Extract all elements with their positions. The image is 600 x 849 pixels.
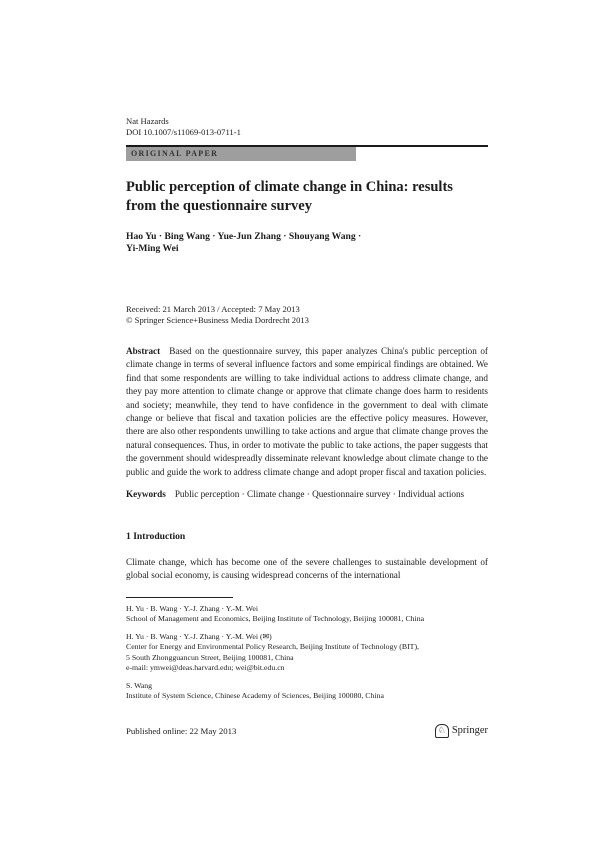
paper-title	[126, 178, 488, 216]
author-list-line-2: Yi-Ming Wei	[126, 243, 179, 254]
affiliation-note-1-authors: H. Yu · B. Wang · Y.-J. Zhang · Y.-M. Wei	[126, 603, 259, 613]
received-accepted-line: Received: 21 March 2013 / Accepted: 7 May 2013	[126, 304, 300, 314]
affiliation-note-1-address: School of Management and Economics, Beijing Institute of Technology, Beijing 100081, China	[126, 614, 425, 624]
keywords-text: Public perception · Climate change · Questionnaire survey · Individual actions	[174, 489, 465, 500]
paper-title-line-2: from the questionnaire survey	[126, 198, 312, 214]
abstract-label: Abstract	[126, 346, 161, 356]
affiliation-note-3-address: Institute of System Science, Chinese Academy of Sciences, Beijing 100080, China	[126, 691, 384, 701]
publisher-name: Springer	[451, 725, 488, 736]
abstract	[126, 345, 488, 479]
keywords-label: Keywords	[126, 489, 166, 500]
page-content	[126, 116, 488, 738]
publisher-mark	[435, 724, 488, 738]
abstract-text: Based on the questionnaire survey, this paper analyzes China's public perception of climate change in terms of several influence factors and some empirical findings are obtained. We find that some respondents are willing to take individual actions to address climate change, and they pay more attention to climate change or approve that climate change does harm to residents and society; meanwhile, they tend to have confidence in the government to deal with climate change or believe that fiscal and taxation policies are the effective policy measures. However, there are also other respondents unwilling to take actions and argue that climate change proves the natural consequences. Thus, in order to motivate the public to take actions, the paper suggests that the government should widespreadly disseminate relevant knowledge about climate change to the public and guide the work to address climate change and adopt proper fiscal and taxation policies.	[126, 346, 488, 477]
affiliation-note-3	[126, 681, 488, 701]
keywords	[126, 488, 488, 501]
published-online-line: Published online: 22 May 2013	[126, 725, 237, 736]
journal-name: Nat Hazards	[126, 116, 169, 126]
copyright-line: © Springer Science+Business Media Dordrecht 2013	[126, 315, 309, 325]
springer-logo-icon: ♘	[435, 724, 449, 738]
article-type-banner: ORIGINAL PAPER	[126, 147, 356, 161]
affiliation-note-3-authors: S. Wang	[126, 681, 153, 691]
affiliation-note-1	[126, 604, 488, 624]
journal-header	[126, 116, 488, 138]
affiliation-note-2-authors: H. Yu · B. Wang · Y.-J. Zhang · Y.-M. Wei (✉)	[126, 632, 272, 642]
affiliation-note-2	[126, 632, 488, 673]
introduction-paragraph: Climate change, which has become one of the severe challenges to sustainable development of global social economy, is causing widespread concerns of the international	[126, 557, 488, 581]
affiliation-note-2-address-1: Center for Energy and Environmental Policy Research, Beijing Institute of Technology (BIT),	[126, 642, 419, 652]
section-heading-introduction: 1 Introduction	[126, 531, 186, 543]
author-list-line-1: Hao Yu · Bing Wang · Yue-Jun Zhang · Shouyang Wang ·	[126, 231, 362, 242]
paper-title-line-1: Public perception of climate change in China: results	[126, 179, 453, 195]
author-list	[126, 231, 488, 255]
affiliation-note-2-email: e-mail: ymwei@deas.harvard.edu; wei@bit.edu.cn	[126, 662, 285, 672]
page-footer	[126, 724, 488, 738]
journal-doi: DOI 10.1007/s11069-013-0711-1	[126, 127, 241, 137]
footnotes	[126, 604, 488, 702]
footnote-rule	[126, 597, 233, 598]
article-history	[126, 304, 488, 326]
affiliation-note-2-address-2: 5 South Zhongguancun Street, Beijing 100081, China	[126, 652, 294, 662]
